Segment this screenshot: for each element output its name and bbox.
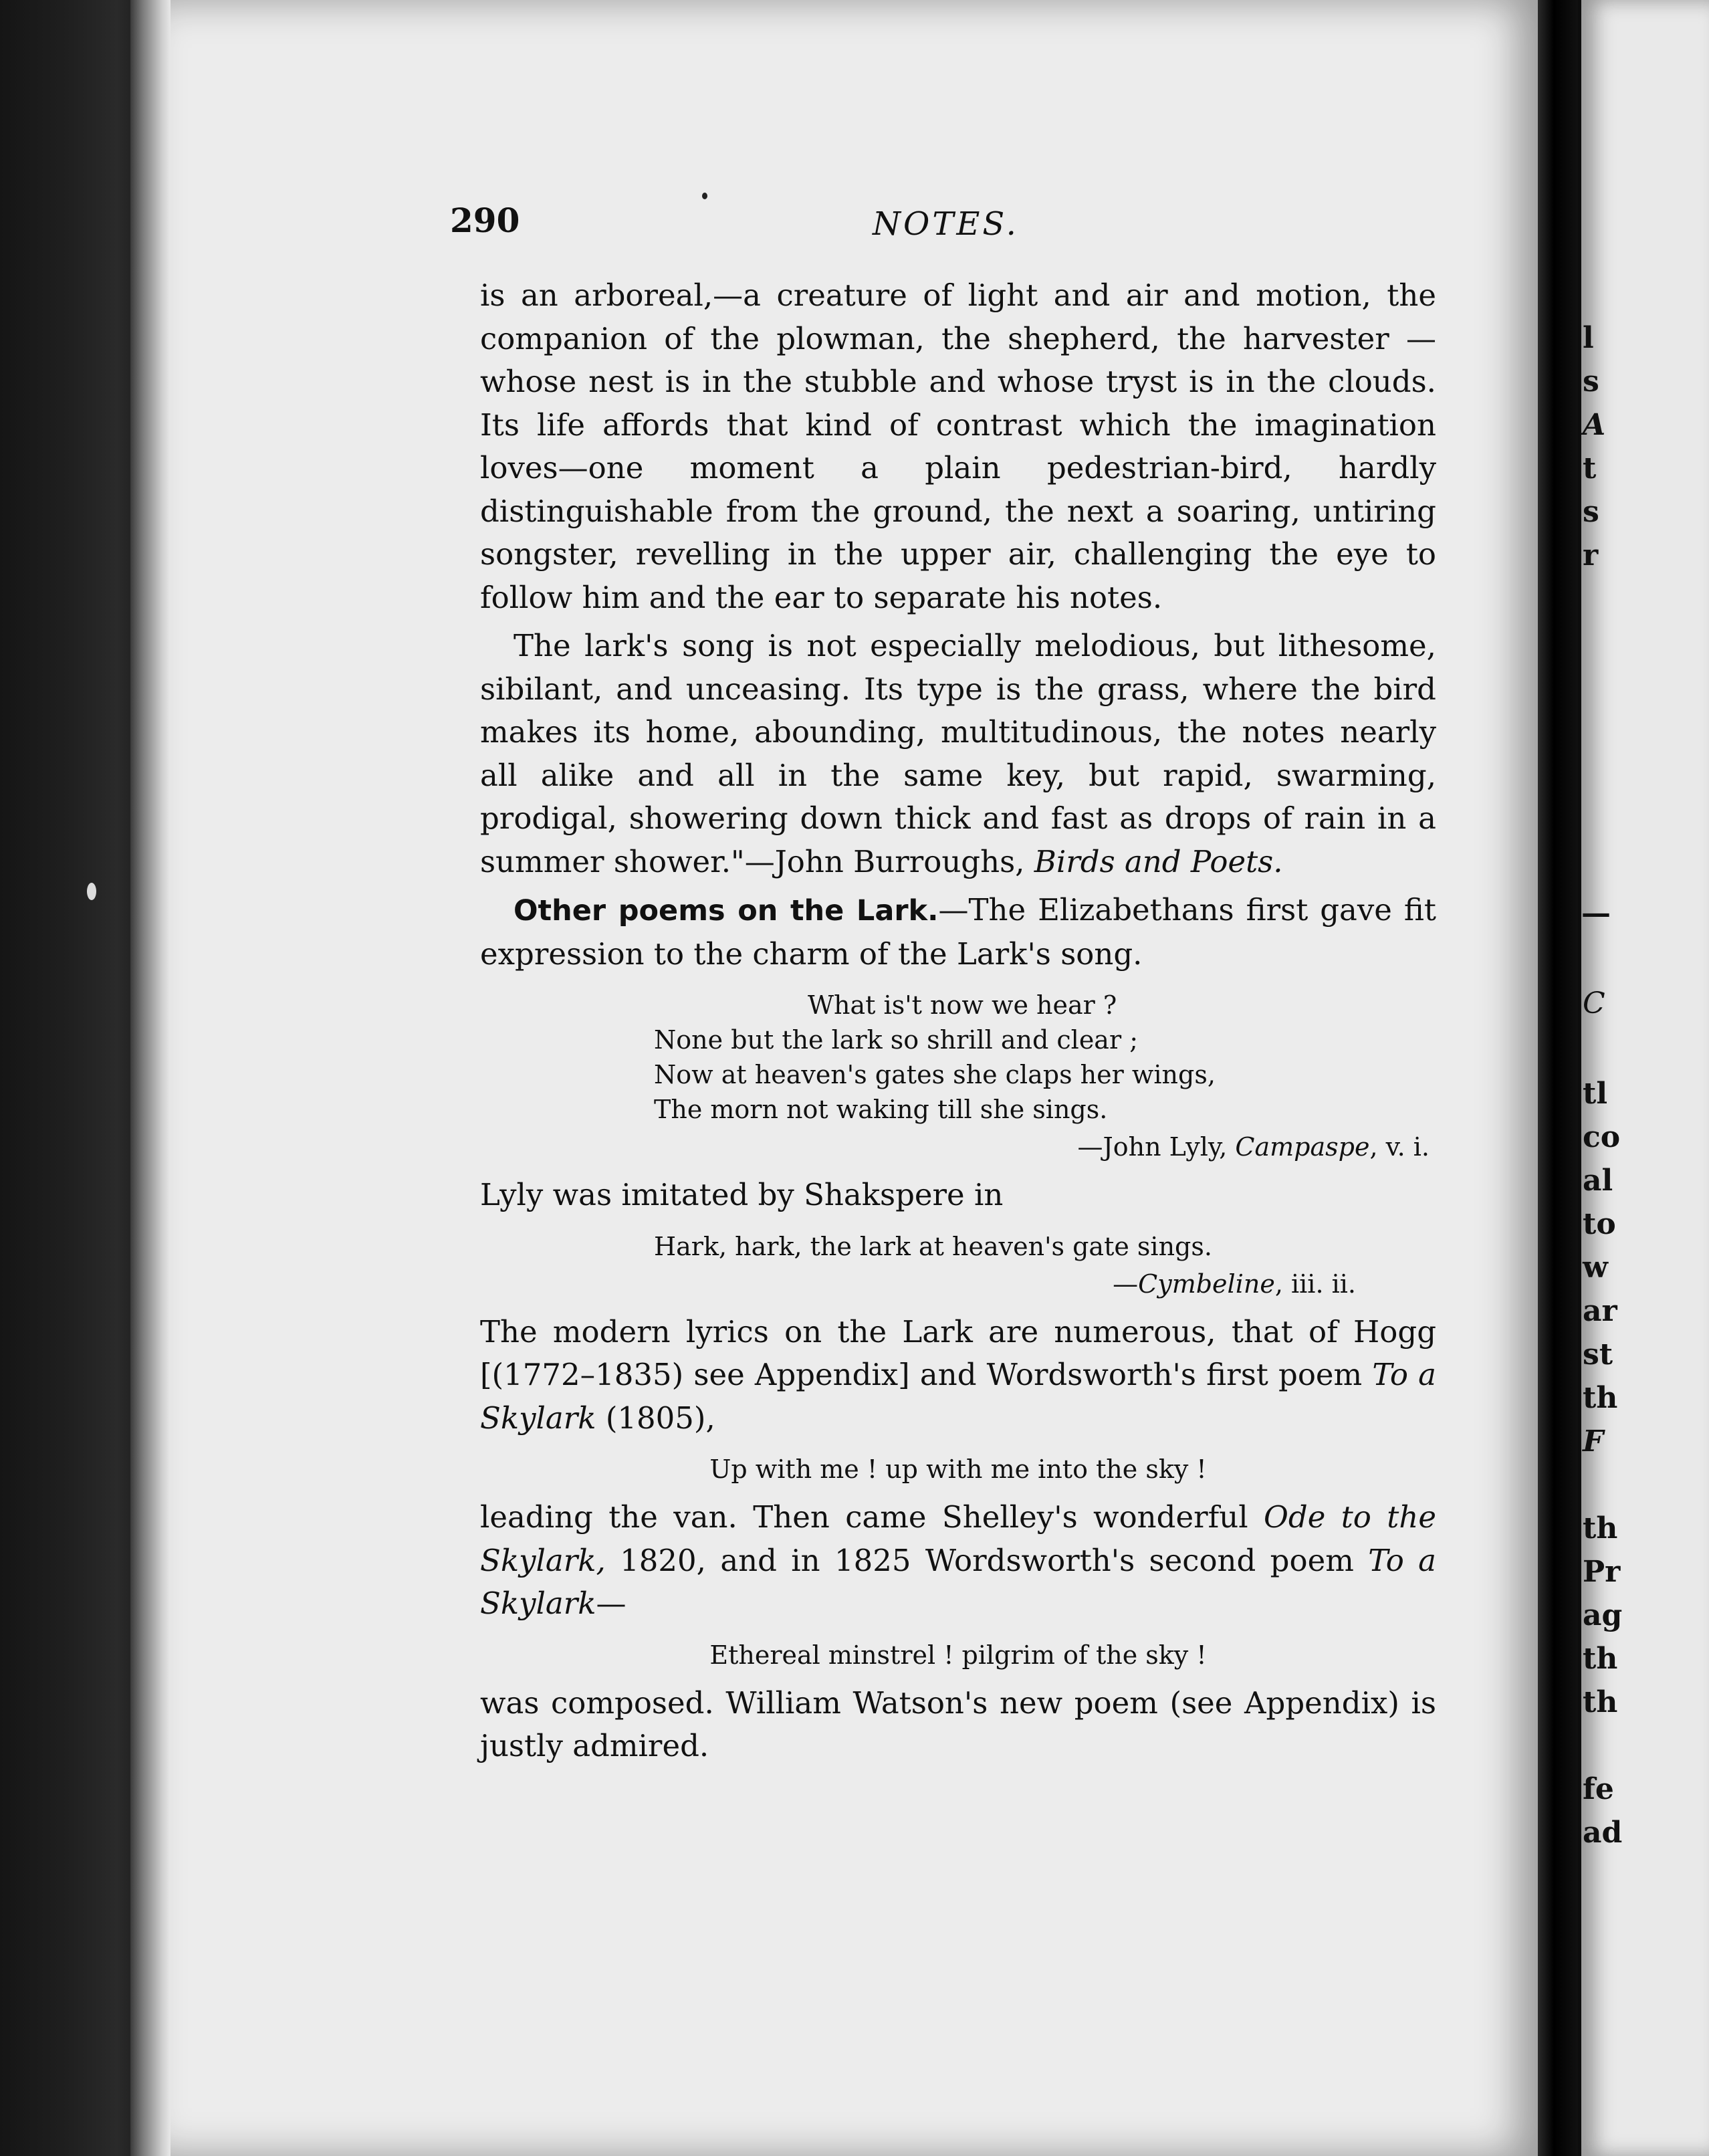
attribution-dash: —	[1113, 1269, 1139, 1299]
facing-text-fragment: t	[1583, 451, 1597, 486]
ink-speck	[87, 883, 96, 900]
verse-line: None but the lark so shrill and clear ;	[654, 1025, 1139, 1055]
verse-attribution	[654, 1129, 1430, 1164]
facing-text-fragment: C	[1583, 986, 1605, 1020]
facing-text-fragment: s	[1583, 495, 1599, 529]
page-stack-edge	[130, 0, 170, 2156]
verse-wordsworth-2	[480, 1638, 1436, 1673]
page-number: 290	[450, 201, 520, 240]
facing-text-fragment: co	[1583, 1120, 1621, 1154]
paragraph-lyly-imitated: Lyly was imitated by Shakspere in	[480, 1177, 1004, 1212]
paragraph-arboreal: is an arboreal,—a creature of light and air and motion, the companion of the plowman, the shepherd, the harvester —whose nest is in the stubble and whose tryst is in the clouds. Its life affords that kind of contrast which the imagination loves—one moment a plain pedestrian-bird, hardly distinguishable from the ground, the next a soaring, untiring songster, revelling in the upper air, challenging the eye to follow him and the ear to separate his notes.	[480, 278, 1436, 615]
facing-text-fragment: tl	[1583, 1077, 1608, 1111]
shelley-text: leading the van. Then came Shelley's wonderful	[480, 1499, 1264, 1535]
attribution-work: Cymbeline	[1138, 1269, 1275, 1299]
facing-text-fragment: fe	[1583, 1772, 1614, 1806]
verse-attribution	[654, 1267, 1356, 1301]
attribution-ref: , iii. ii.	[1274, 1269, 1356, 1299]
facing-text-fragment: s	[1583, 364, 1599, 399]
verse-line: Up with me ! up with me into the sky !	[709, 1454, 1207, 1484]
facing-text-fragment: ag	[1583, 1598, 1623, 1632]
facing-text-fragment: l	[1583, 321, 1594, 355]
shelley-text-2: 1820, and in 1825 Wordsworth's second poem	[605, 1542, 1369, 1578]
verse-line: Ethereal minstrel ! pilgrim of the sky !	[709, 1640, 1207, 1670]
running-title: NOTES.	[873, 205, 1019, 243]
facing-text-fragment: th	[1583, 1642, 1618, 1676]
page-body	[480, 274, 1436, 1768]
facing-text-fragment: st	[1583, 1337, 1613, 1372]
source-title: Birds and Poets.	[1034, 843, 1283, 879]
facing-text-fragment: to	[1583, 1207, 1616, 1241]
book-gutter	[1538, 0, 1578, 2156]
paragraph-modern-lyrics	[480, 1311, 1436, 1440]
facing-text-fragment: Pr	[1583, 1555, 1621, 1589]
verse-wordsworth-1	[480, 1452, 1436, 1487]
facing-text-fragment: —	[1581, 896, 1611, 930]
facing-text-fragment: al	[1583, 1164, 1613, 1198]
attribution-author: —John Lyly,	[1077, 1132, 1236, 1162]
verse-line: The morn not waking till she sings.	[654, 1095, 1108, 1124]
verse-cymbeline	[654, 1229, 1436, 1301]
poem-title: To a Skylark	[480, 1357, 1436, 1436]
facing-text-fragment: th	[1583, 1381, 1618, 1415]
other-poems-text: —The Elizabethans first gave fit expression to the charm of the Lark's song.	[480, 892, 1436, 972]
facing-text-fragment: th	[1583, 1511, 1618, 1545]
modern-lyrics-end: (1805),	[596, 1400, 715, 1436]
facing-text-fragment: th	[1583, 1685, 1618, 1719]
facing-text-fragment: w	[1583, 1251, 1608, 1285]
facing-text-fragment: r	[1583, 538, 1599, 572]
poem-title: To a Skylark	[480, 1542, 1436, 1621]
facing-text-fragment: ar	[1583, 1294, 1617, 1328]
facing-text-fragment: ad	[1583, 1816, 1623, 1850]
attribution-work: Campaspe	[1235, 1132, 1370, 1162]
attribution-ref: , v. i.	[1369, 1132, 1430, 1162]
lark-song-text: The lark's song is not especially melodious, but lithesome, sibilant, and unceasing. Its type is the grass, where the bird makes its home, abounding, multitudinous, the notes nearly all alike and all in the same key, but rapid, swarming, prodigal, showering down thick and fast as drops of rain in a summer shower."—John Burroughs,	[480, 628, 1436, 879]
section-heading: Other poems on the Lark.	[514, 894, 939, 928]
facing-page-edge	[1581, 0, 1709, 2156]
ink-speck	[702, 193, 707, 199]
paragraph-shelley	[480, 1496, 1436, 1626]
facing-text-fragment: F	[1583, 1424, 1604, 1459]
verse-line: What is't now we hear ?	[808, 990, 1117, 1020]
paragraph-other-poems	[480, 889, 1436, 976]
paragraph-watson: was composed. William Watson's new poem (see Appendix) is justly admired.	[480, 1685, 1436, 1763]
facing-text-fragment: A	[1583, 408, 1606, 442]
verse-line: Now at heaven's gates she claps her wings,	[654, 1060, 1216, 1089]
poem-title: Ode to the Skylark,	[480, 1499, 1436, 1578]
shelley-dash: —	[596, 1586, 626, 1621]
verse-line: Hark, hark, the lark at heaven's gate sings.	[654, 1231, 1212, 1261]
modern-lyrics-text: The modern lyrics on the Lark are numerous, that of Hogg [(1772–1835) see Appendix] and Wordsworth's first poem	[480, 1313, 1436, 1392]
paragraph-lark-song	[480, 625, 1436, 883]
verse-lyly	[654, 988, 1436, 1164]
